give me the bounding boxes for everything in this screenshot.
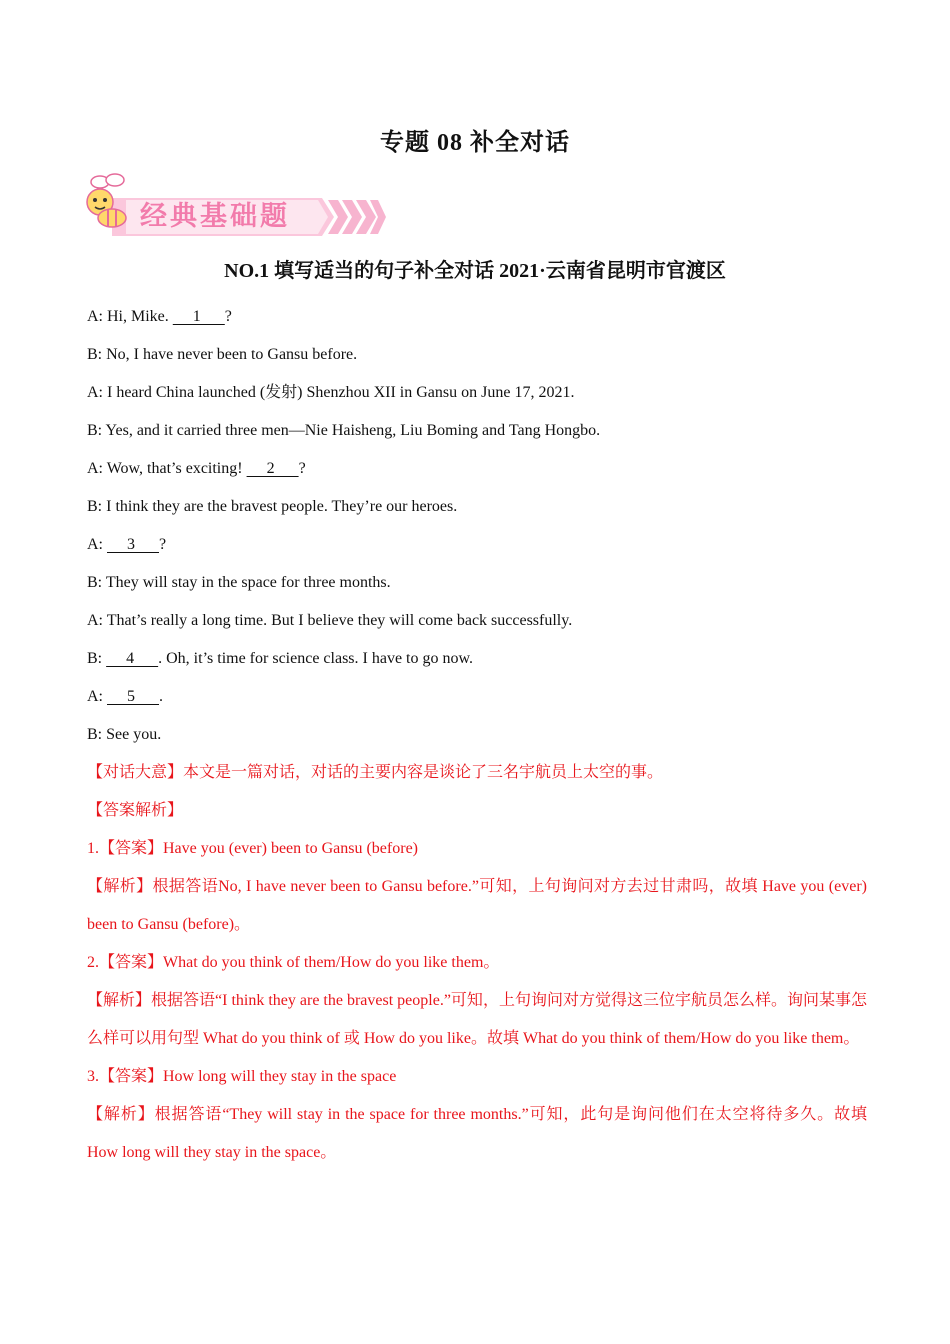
dialogue-line bbox=[87, 336, 867, 374]
answer-blank[interactable]: 3 bbox=[107, 536, 159, 553]
answer-line: 2.【答案】What do you think of them/How do you like them。 bbox=[87, 954, 500, 971]
dialogue-text: I think they are the bravest people. They’re our heroes. bbox=[102, 498, 458, 515]
dialogue-text: Wow, that’s exciting! bbox=[103, 460, 247, 477]
dialogue-text-after: ? bbox=[224, 308, 232, 325]
question-content bbox=[87, 298, 867, 1172]
speaker-label: A: bbox=[87, 308, 103, 325]
dialogue-line bbox=[87, 640, 867, 678]
analysis-heading: 【答案解析】 bbox=[87, 802, 184, 819]
speaker-label: A: bbox=[87, 612, 103, 629]
dialogue-text-after: ? bbox=[298, 460, 306, 477]
answer-line: 3.【答案】How long will they stay in the space bbox=[87, 1068, 397, 1085]
speaker-label: A: bbox=[87, 688, 103, 705]
section-title: NO.1 填写适当的句子补全对话 2021·云南省昆明市官渡区 bbox=[224, 260, 726, 282]
speaker-label: B: bbox=[87, 422, 103, 439]
dialogue-line bbox=[87, 450, 867, 488]
speaker-label: A: bbox=[87, 384, 103, 401]
answer-line: 1.【答案】Have you (ever) been to Gansu (before) bbox=[87, 840, 418, 857]
dialogue-summary: 【对话大意】本文是一篇对话，对话的主要内容是谈论了三名宇航员上太空的事。 bbox=[87, 764, 664, 781]
dialogue-text-after: . Oh, it’s time for science class. I have to go now. bbox=[158, 650, 474, 667]
dialogue-text-after: ? bbox=[159, 536, 167, 553]
speaker-label: B: bbox=[87, 498, 103, 515]
section-banner bbox=[82, 170, 392, 236]
explanation-text: 【解析】根据答语No, I have never been to Gansu before.”可知，上句询问对方去过甘肃吗，故填 Have you (ever) been to Gansu (before)。 bbox=[87, 878, 867, 933]
answer-blank[interactable]: 1 bbox=[172, 308, 225, 325]
banner-label: 经典基础题 bbox=[140, 201, 290, 232]
explanation-text: 【解析】根据答语“I think they are the bravest people.”可知，上句询问对方觉得这三位宇航员怎么样。询问某事怎么样可以用句型 What do you think of 或 How do you like。故填 What do you think of them/How do you like them。 bbox=[87, 992, 867, 1047]
dialogue-line bbox=[87, 678, 867, 716]
dialogue-text-after: . bbox=[159, 688, 163, 705]
speaker-label: B: bbox=[87, 346, 103, 363]
dialogue-line bbox=[87, 298, 867, 336]
answer-blank[interactable]: 5 bbox=[107, 688, 159, 705]
dialogue-text: See you. bbox=[102, 726, 162, 743]
speaker-label: A: bbox=[87, 536, 103, 553]
answer-blank[interactable]: 2 bbox=[246, 460, 299, 477]
dialogue-text: They will stay in the space for three months. bbox=[102, 574, 391, 591]
speaker-label: B: bbox=[87, 726, 103, 743]
dialogue-text: Yes, and it carried three men—Nie Haisheng, Liu Boming and Tang Hongbo. bbox=[102, 422, 601, 439]
dialogue bbox=[87, 298, 867, 754]
speaker-label: B: bbox=[87, 650, 103, 667]
dialogue-line bbox=[87, 564, 867, 602]
dialogue-text: Hi, Mike. bbox=[103, 308, 173, 325]
dialogue-line bbox=[87, 526, 867, 564]
dialogue-text: I heard China launched (发射) Shenzhou XII in Gansu on June 17, 2021. bbox=[103, 384, 575, 401]
dialogue-line bbox=[87, 602, 867, 640]
dialogue-text: No, I have never been to Gansu before. bbox=[102, 346, 358, 363]
answer-blank[interactable]: 4 bbox=[106, 650, 159, 667]
dialogue-line bbox=[87, 488, 867, 526]
dialogue-line bbox=[87, 412, 867, 450]
dialogue-line bbox=[87, 716, 867, 754]
page-title: 专题 08 补全对话 bbox=[380, 130, 570, 156]
speaker-label: B: bbox=[87, 574, 103, 591]
dialogue-line bbox=[87, 374, 867, 412]
explanation-text: 【解析】根据答语“They will stay in the space for three months.”可知，此句是询问他们在太空将待多久。故填 How long will they stay in the space。 bbox=[87, 1106, 867, 1161]
analysis-items bbox=[87, 830, 867, 1172]
speaker-label: A: bbox=[87, 460, 103, 477]
dialogue-text: That’s really a long time. But I believe they will come back successfully. bbox=[103, 612, 573, 629]
